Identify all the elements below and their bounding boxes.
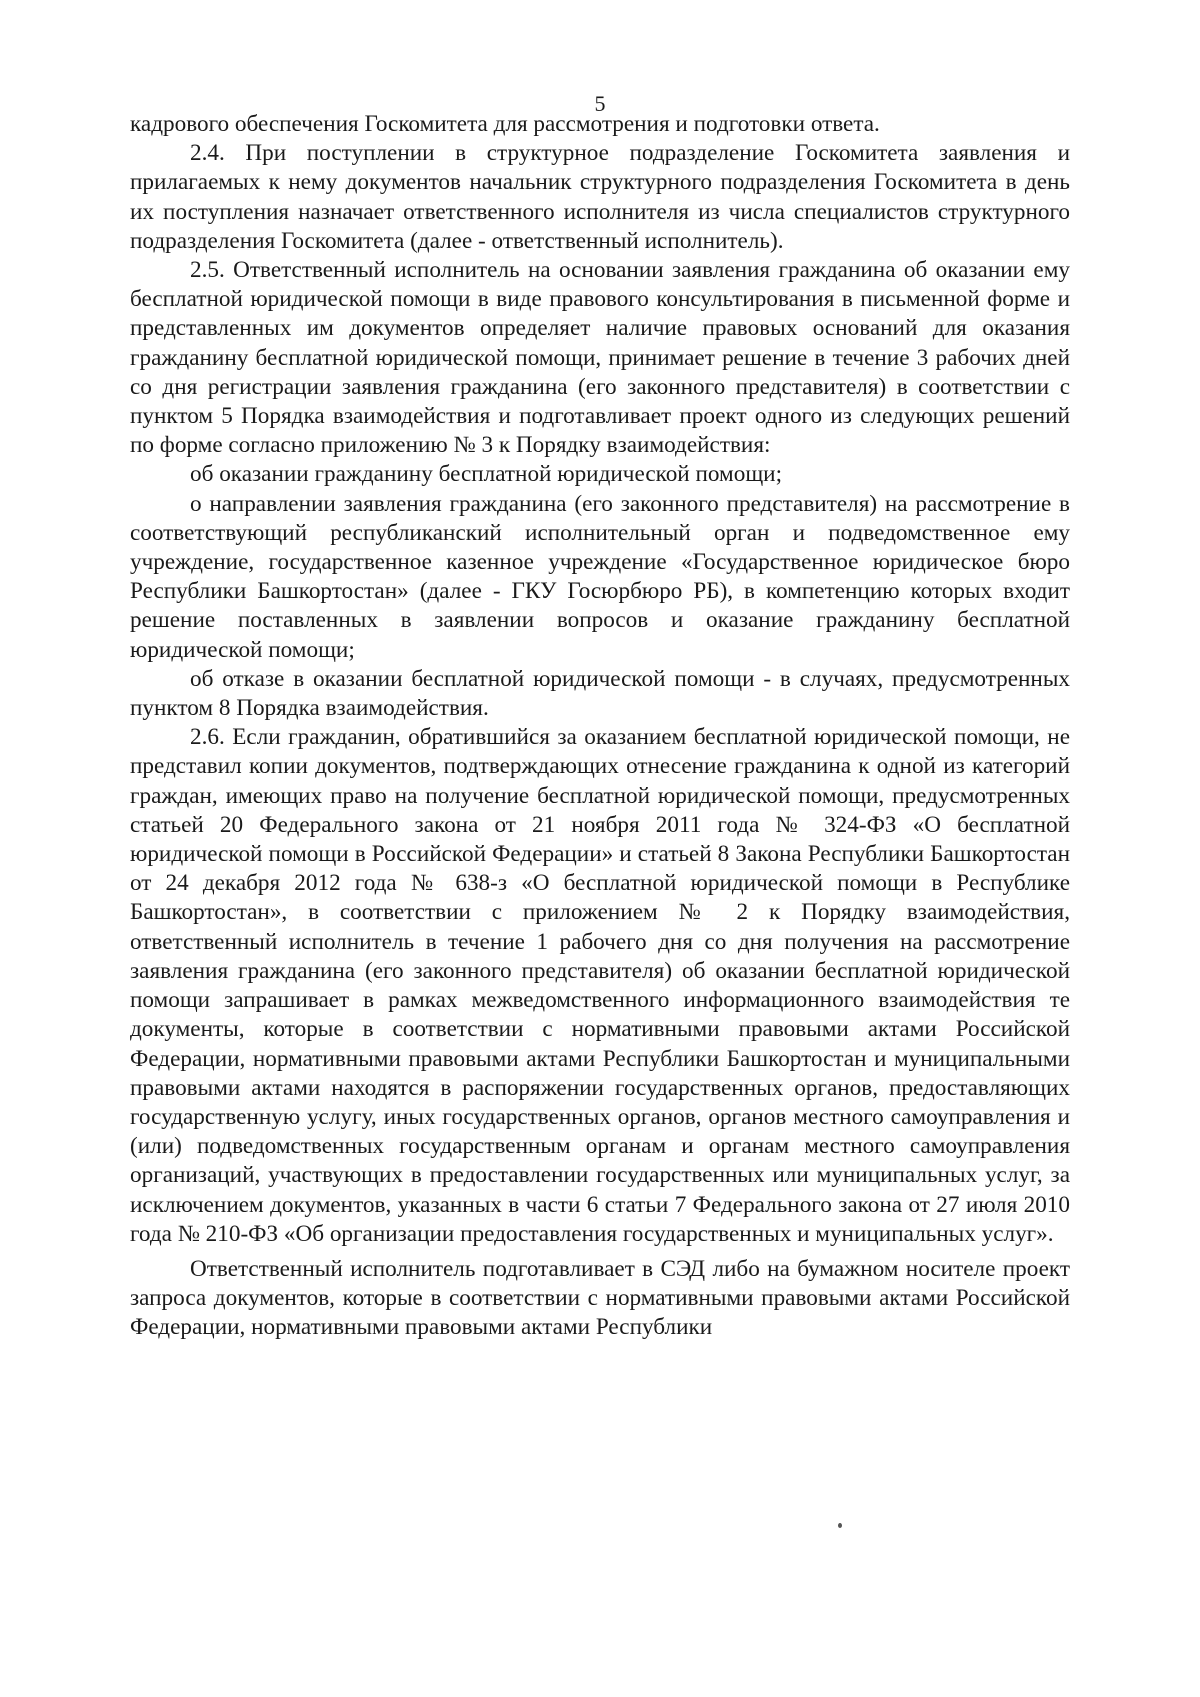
paragraph-continuation: кадрового обеспечения Госкомитета для рассмотрения и подготовки ответа.	[130, 111, 880, 137]
paragraph-request-documents: Ответственный исполнитель подготавливает в СЭД либо на бумажном носителе проект запроса документов, которые в соответствии с нормативными правовыми актами Российской Федерации, нормативными правовыми актами Республики	[130, 1255, 1070, 1341]
paragraph-decision-refuse: об отказе в оказании бесплатной юридической помощи - в случаях, предусмотренных пунктом 8 Порядка взаимодействия.	[130, 665, 1070, 722]
page-number: 5	[594, 91, 606, 116]
paragraph-decision-redirect: о направлении заявления гражданина (его законного представителя) на рассмотрение в соответствующий республиканский исполнительный орган и подведомственное ему учреждение, государственное казенное учреждение «Государственное юридическое бюро Республики Башкортостан» (далее - ГКУ Госюрбюро РБ), в компетенцию которых входит решение поставленных в заявлении вопросов и оказание гражданину бесплатной юридической помощи;	[130, 490, 1070, 663]
paragraph-2-5: 2.5. Ответственный исполнитель на основании заявления гражданина об оказании ему бесплатной юридической помощи в виде правового консультирования в письменной форме и представленных им документов определяет наличие правовых оснований для оказания гражданину бесплатной юридической помощи, принимает решение в течение 3 рабочих дней со дня регистрации заявления гражданина (его законного представителя) в соответствии с пунктом 5 Порядка взаимодействия и подготавливает проект одного из следующих решений по форме согласно приложению № 3 к Порядку взаимодействия:	[130, 257, 1070, 459]
scan-dot	[838, 1523, 842, 1528]
paragraph-2-6: 2.6. Если гражданин, обратившийся за оказанием бесплатной юридической помощи, не представил копии документов, подтверждающих отнесение гражданина к одной из категорий граждан, имеющих право на получение бесплатной юридической помощи, предусмотренных статьей 20 Федерального закона от 21 ноября 2011 года № 324-ФЗ «О бесплатной юридической помощи в Российской Федерации» и статьей 8 Закона Республики Башкортостан от 24 декабря 2012 года № 638-з «О бесплатной юридической помощи в Республике Башкортостан», в соответствии с приложением № 2 к Порядку взаимодействия, ответственный исполнитель в течение 1 рабочего дня со дня получения на рассмотрение заявления гражданина (его законного представителя) об оказании бесплатной юридической помощи запрашивает в рамках межведомственного информационного взаимодействия те документы, которые в соответствии с нормативными правовыми актами Российской Федерации, нормативными правовыми актами Республики Башкортостан и муниципальными правовыми актами находятся в распоряжении государственных органов, предоставляющих государственную услугу, иных государственных органов, органов местного самоуправления и (или) подведомственных государственным органам и органам местного самоуправления организаций, участвующих в предоставлении государственных или муниципальных услуг, за исключением документов, указанных в части 6 статьи 7 Федерального закона от 27 июля 2010 года № 210-ФЗ «Об организации предоставления государственных и муниципальных услуг».	[130, 724, 1070, 1247]
paragraph-2-4: 2.4. При поступлении в структурное подразделение Госкомитета заявления и прилагаемых к нему документов начальник структурного подразделения Госкомитета в день их поступления назначает ответственного исполнителя из числа специалистов структурного подразделения Госкомитета (далее - ответственный исполнитель).	[130, 140, 1070, 254]
document-body	[130, 110, 1070, 1343]
paragraph-decision-provide-help: об оказании гражданину бесплатной юридической помощи;	[190, 461, 783, 488]
